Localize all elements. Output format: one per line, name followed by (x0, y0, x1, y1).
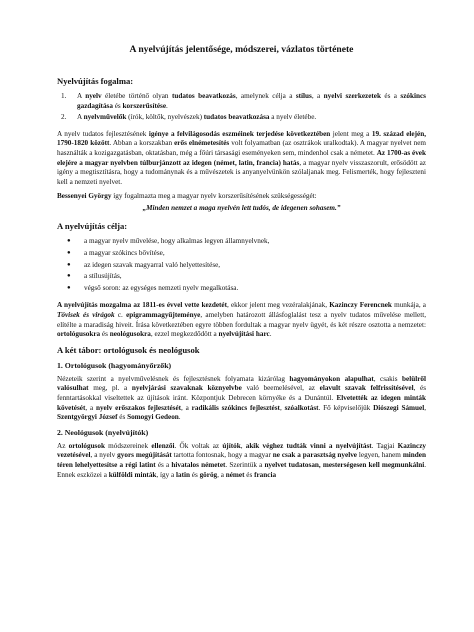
bullet-icon: ● (67, 261, 71, 268)
item-number: 1. (61, 92, 67, 100)
goals-list (57, 237, 426, 295)
paragraph-ortologusok: Nézeteik szerint a nyelvművelésnek és fejlesztésnek folyamata kizárólag hagyományokon alapulhat, csakis belülről valósulhat meg, pl. a nyelvjárási szavaknak köznyelvbe való beemelésével, az elavult szavak felfrissítésével, és fenntartásokkal viseltettek az újítások iránt. Központjuk Debrecen környéke és a Dunántúl. Elvetették az idegen minták követését, a nyelv erőszakos fejlesztését, a radikális szókincs fejlesztést, szóalkotást. Fő képviselőjük Diószegi Sámuel, Szentgyörgyi József és Somogyi Gedeon. (57, 374, 427, 422)
goal-text: a magyar nyelv művelése, hogy alkalmas legyen államnyelvnek, (84, 236, 270, 245)
document-title: A nyelvújítás jelentősége, módszerei, vázlatos története (129, 44, 354, 55)
goal-item (57, 261, 426, 271)
bullet-icon: ● (67, 237, 71, 244)
bullet-icon: ● (67, 285, 71, 292)
goal-item (57, 249, 426, 259)
paragraph-neologusok: Az ortológusok módszereinek ellenzői. Ők voltak az újítók, akik véghez tudták vinni a nyelvújítást. Tagjai Kazinczy vezetésével, a nyelv gyors megújítását tartotta fontosnak, hogy a magyar ne csak a parasztság nyelve legyen, hanem minden téren lehelyettesítse a régi latint és a hivatalos németet. Szerintük a nyelvet tudatosan, mesterségesen kell megmunkálni. Ennek eszközei a külföldi minták, így a latin és görög, a német és francia (57, 441, 426, 479)
section-heading-ket-tabor: A két tábor: ortológusok és neológusok (57, 344, 200, 355)
definition-list (57, 92, 426, 123)
goal-text: végső soron: az egységes nemzeti nyelv megalkotása. (84, 284, 239, 293)
goal-text: a stílusújítás, (84, 272, 122, 281)
subheading-ortologusok: 1. Ortológusok (hagyományőrzők) (57, 360, 172, 370)
goal-item (57, 237, 426, 247)
goal-item (57, 272, 426, 282)
goal-text: a magyar szókincs bővítése, (84, 248, 165, 257)
definition-item (57, 92, 426, 111)
paragraph-bessenyei: Bessenyei György így fogalmazta meg a magyar nyelv korszerűsítésének szükségességét: (57, 192, 317, 201)
section-heading-fogalma: Nyelvújítás fogalma: (57, 76, 134, 86)
bullet-icon: ● (67, 273, 71, 280)
item-number: 2. (61, 113, 67, 122)
bessenyei-quote: „Minden nemzet a maga nyelvén lett tudós, de idegenen sohasem.” (142, 203, 341, 212)
definition-item (57, 113, 426, 123)
paragraph-mozgalom: A nyelvújítás mozgalma az 1811-es évvel vette kezdetét, ekkor jelent meg vezéralakjának, Kazinczy Ferencnek munkája, a Tövisek és virágok c. epigrammagyűjteménye, amelyben határozott állásfoglalást tesz a nyelv tudatos művelése mellett, elítélte a maradiság hiveit. Írása következtében egyre többen fordultak a magyar nyelv ügyét, és két részre osztotta a nemzetet: ortológusokra és neológusokra, ezzel megkezdődött a nyelvújítási harc. (57, 301, 426, 339)
bullet-icon: ● (67, 249, 71, 256)
goal-item (57, 284, 426, 294)
subheading-neologusok: 2. Neológusok (nyelvújítók) (57, 427, 149, 437)
definition-text: A nyelvművelők (írók, költők, nyelvészek) tudatos beavatkozása a nyelv életébe. (77, 113, 317, 122)
goal-text: az idegen szavak magyarral való helyettesítése, (84, 260, 221, 269)
section-heading-celja: A nyelvújítás célja: (57, 220, 128, 231)
definition-text: A nyelv életébe történő olyan tudatos beavatkozás, amelynek célja a stílus, a nyelvi szerkezetek és a szókincs gazdagítása és korszerűsítése. (77, 92, 426, 110)
paragraph-history: A nyelv tudatos fejlesztésének igénye a felvilágosodás eszméinek terjedése következtében jelent meg a 19. század elején, 1790-1820 között. Abban a korszakban erős elnémetesítés volt folyamatban (az osztrákok uralkodtak). A magyar nyelvet nem használták a kozigazgatásban, oktatásban, még a főúri társasági eseményeken sem, mindenhol csak a németet. Az 1700-as évek elejére a magyar nyelvben túlburjánzott az idegen (német, latin, francia) hatás, a magyar nyelv visszaszorult, erősödött az igény a megtisztításra, hogy a tudománynak és a művészetek is anyanyelvünkön szólaljanak meg. Felismerték, hogy fejleszteni kell a nemzeti nyelvet. (57, 129, 426, 186)
